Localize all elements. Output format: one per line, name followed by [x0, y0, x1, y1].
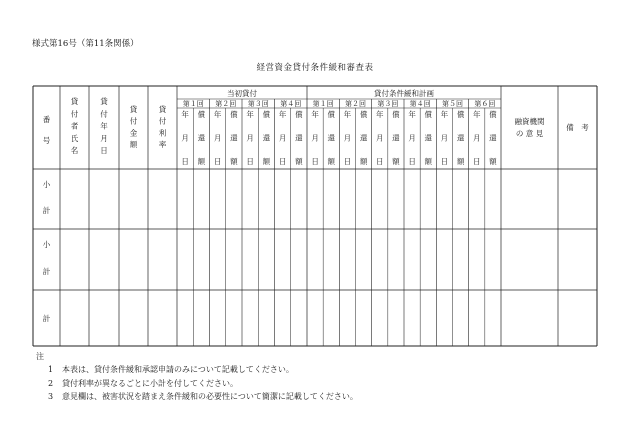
plan-date-header: 日 [408, 157, 416, 166]
original-date-header: 月 [181, 133, 189, 143]
note-number: 2 [48, 379, 54, 388]
plan-date-header: 年 [473, 110, 481, 119]
plan-amount-header: 還 [392, 133, 400, 143]
original-amount-header: 償 [295, 110, 303, 119]
original-amount-header: 額 [197, 157, 206, 166]
plan-date-header: 日 [440, 157, 449, 166]
form-number: 様式第16号（第11条関係） [32, 39, 139, 49]
plan-round-label: 第５回 [442, 100, 463, 108]
header-interest-rate: 貸 [158, 105, 167, 114]
original-date-header: 日 [181, 157, 189, 166]
original-amount-header: 額 [262, 157, 271, 166]
header-loan-date: 月 [100, 133, 108, 143]
note-number: 1 [48, 365, 54, 374]
plan-amount-header: 還 [489, 133, 497, 143]
header-lender-opinion: 融資機関 [514, 117, 545, 126]
plan-amount-header: 償 [489, 110, 497, 119]
header-remarks: 備 考 [566, 123, 589, 132]
plan-round-label: 第６回 [474, 100, 496, 108]
header-borrower-name: 貸 [70, 97, 79, 106]
original-round-label: 第２回 [215, 100, 237, 108]
form-title: 経営資金貸付条件緩和審査表 [256, 63, 374, 73]
plan-date-header: 年 [311, 110, 319, 119]
plan-amount-header: 償 [327, 110, 335, 119]
plan-amount-header: 還 [327, 133, 335, 143]
header-relaxed-plan: 貸付条件緩和計画 [374, 89, 434, 98]
plan-date-header: 月 [408, 133, 416, 143]
original-date-header: 年 [278, 110, 287, 119]
original-amount-header: 還 [262, 133, 271, 143]
original-date-header: 月 [213, 133, 222, 143]
header-loan-date: 日 [100, 146, 108, 155]
notes-heading: 注 [36, 352, 44, 361]
original-round-label: 第１回 [182, 100, 204, 108]
plan-date-header: 年 [440, 110, 449, 119]
plan-round-label: 第４回 [409, 100, 431, 108]
original-amount-header: 償 [262, 110, 271, 119]
note-2 [48, 378, 238, 389]
plan-date-header: 月 [440, 133, 449, 143]
plan-round-label: 第２回 [345, 100, 366, 108]
plan-date-header: 年 [376, 110, 384, 119]
original-date-header: 日 [278, 157, 287, 166]
plan-amount-header: 償 [359, 110, 368, 119]
header-interest-rate: 率 [158, 140, 167, 149]
plan-amount-header: 償 [392, 110, 400, 119]
plan-date-header: 月 [311, 133, 319, 143]
header-loan-amount: 額 [129, 140, 138, 149]
plan-amount-header: 還 [359, 133, 368, 143]
original-amount-header: 還 [197, 133, 206, 143]
note-3 [48, 391, 358, 402]
plan-amount-header: 還 [456, 133, 465, 143]
original-date-header: 日 [246, 157, 254, 166]
note-text: 本表は、貸付条件緩和承認申請のみについて記載してください。 [62, 365, 294, 374]
plan-date-header: 日 [343, 157, 352, 166]
header-borrower-name: 氏 [70, 133, 79, 143]
plan-amount-header: 額 [489, 157, 497, 166]
header-no: 番 [42, 115, 51, 124]
plan-date-header: 月 [343, 133, 352, 143]
plan-amount-header: 額 [327, 157, 335, 166]
header-loan-amount: 貸 [129, 105, 138, 114]
plan-round-label: 第１回 [312, 100, 334, 108]
original-date-header: 日 [213, 157, 222, 166]
header-loan-amount: 付 [129, 116, 138, 126]
header-borrower-name: 名 [70, 146, 79, 155]
header-lender-opinion: の 意 見 [515, 129, 544, 138]
plan-round-label: 第３回 [377, 100, 399, 108]
header-borrower-name: 付 [70, 109, 79, 119]
row-label: 小 [42, 180, 51, 189]
original-date-header: 年 [213, 110, 222, 119]
header-loan-amount: 金 [129, 128, 138, 138]
header-no: 号 [42, 136, 51, 145]
row-label: 小 [42, 240, 51, 249]
plan-amount-header: 額 [424, 157, 432, 166]
header-loan-date: 付 [100, 109, 108, 119]
plan-date-header: 日 [311, 157, 319, 166]
original-amount-header: 額 [230, 157, 238, 166]
plan-amount-header: 額 [359, 157, 368, 166]
original-amount-header: 額 [295, 157, 303, 166]
plan-amount-header: 償 [424, 110, 432, 119]
row-label: 計 [42, 206, 51, 215]
original-amount-header: 還 [295, 133, 303, 143]
original-amount-header: 償 [230, 110, 238, 119]
note-number: 3 [48, 392, 54, 401]
plan-date-header: 日 [473, 157, 481, 166]
original-round-label: 第３回 [247, 100, 269, 108]
note-text: 貸付利率が異なるごとに小計を付してください。 [62, 379, 238, 388]
plan-date-header: 月 [473, 133, 481, 143]
header-interest-rate: 利 [158, 128, 167, 138]
plan-amount-header: 額 [392, 157, 400, 166]
original-amount-header: 償 [197, 110, 206, 119]
plan-date-header: 年 [408, 110, 416, 119]
original-date-header: 月 [278, 133, 287, 143]
header-interest-rate: 付 [158, 116, 167, 126]
plan-amount-header: 額 [456, 157, 465, 166]
plan-date-header: 月 [376, 133, 384, 143]
header-loan-date: 貸 [100, 97, 108, 106]
plan-amount-header: 還 [424, 133, 432, 143]
note-text: 意見欄は、被害状況を踏まえ条件緩和の必要性について簡潔に記載してください。 [62, 392, 358, 401]
row-label: 計 [42, 314, 51, 323]
plan-date-header: 日 [376, 157, 384, 166]
header-borrower-name: 者 [70, 121, 79, 131]
original-date-header: 年 [181, 110, 189, 119]
plan-date-header: 年 [343, 110, 352, 119]
original-amount-header: 還 [230, 133, 238, 143]
row-label: 計 [42, 267, 51, 276]
original-date-header: 月 [246, 133, 254, 143]
original-round-label: 第４回 [280, 100, 302, 108]
plan-amount-header: 償 [456, 110, 465, 119]
header-original-loan: 当初貸付 [227, 89, 257, 98]
note-1 [48, 364, 294, 375]
original-date-header: 年 [246, 110, 254, 119]
header-loan-date: 年 [100, 121, 108, 131]
